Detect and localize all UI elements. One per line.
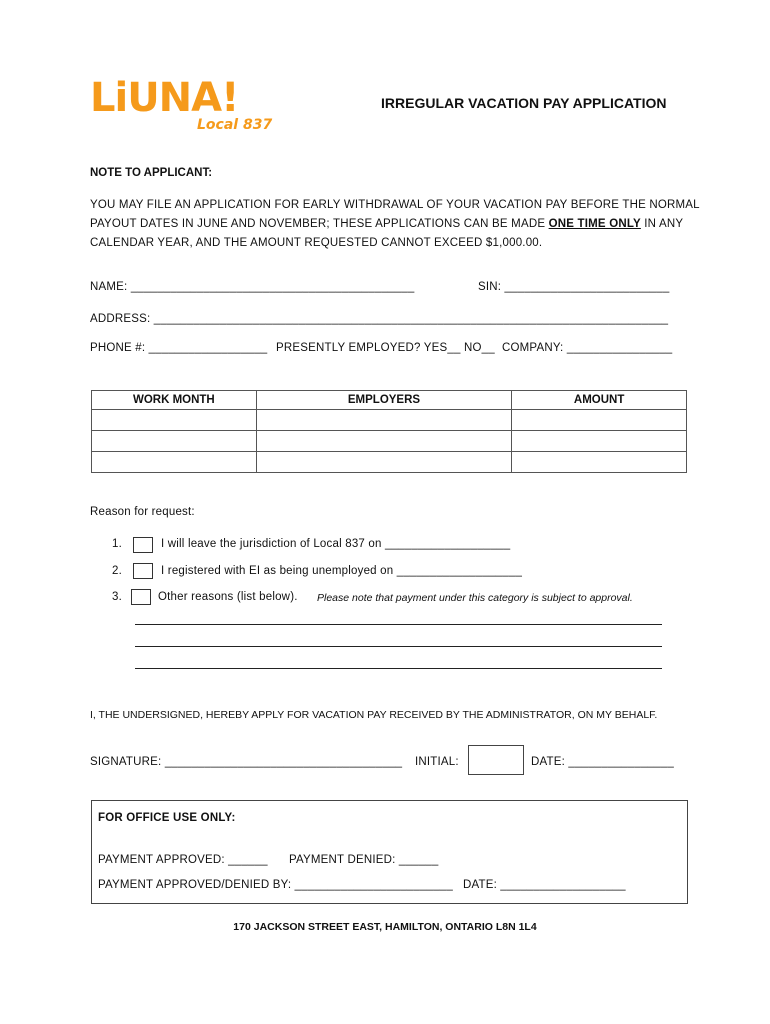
- col-work-month: WORK MONTH: [92, 391, 257, 410]
- office-date-field[interactable]: DATE: ___________________: [463, 879, 626, 891]
- office-heading: FOR OFFICE USE ONLY:: [98, 812, 236, 824]
- reason-text-2: I registered with EI as being unemployed on ___________________: [161, 565, 523, 577]
- table-cell[interactable]: [512, 431, 687, 452]
- name-field[interactable]: NAME: ___________________________________________: [90, 281, 415, 293]
- signature-field[interactable]: SIGNATURE: ____________________________________: [90, 756, 403, 768]
- note-text-1: YOU MAY FILE AN APPLICATION FOR EARLY WITHDRAWAL OF YOUR VACATION PAY BEFORE THE NORMAL PAYOUT DATES IN JUNE AND NOVEMBER; THESE APPLICATIONS CAN BE MADE: [90, 199, 700, 230]
- table-cell[interactable]: [256, 431, 512, 452]
- table-cell[interactable]: [512, 410, 687, 431]
- table-row: [92, 410, 687, 431]
- logo-local-label: Local 837: [197, 117, 273, 133]
- table-cell[interactable]: [256, 452, 512, 473]
- employed-field[interactable]: PRESENTLY EMPLOYED? YES__ NO__: [276, 342, 495, 354]
- approved-by-field[interactable]: PAYMENT APPROVED/DENIED BY: ________________________: [98, 879, 453, 891]
- note-body: [90, 196, 700, 253]
- table-row: [92, 431, 687, 452]
- company-field[interactable]: COMPANY: ________________: [502, 342, 673, 354]
- work-table: [91, 390, 687, 473]
- reason-text-1: I will leave the jurisdiction of Local 837 on ___________________: [161, 538, 511, 550]
- approval-note: Please note that payment under this category is subject to approval.: [317, 592, 633, 604]
- note-heading: NOTE TO APPLICANT:: [90, 167, 213, 179]
- footer-address: 170 JACKSON STREET EAST, HAMILTON, ONTARIO L8N 1L4: [233, 921, 537, 933]
- initial-label: INITIAL:: [415, 756, 459, 768]
- other-reason-line-2[interactable]: [135, 646, 662, 647]
- col-amount: AMOUNT: [512, 391, 687, 410]
- note-emphasis: ONE TIME ONLY: [548, 218, 641, 230]
- phone-field[interactable]: PHONE #: __________________: [90, 342, 268, 354]
- date-field[interactable]: DATE: ________________: [531, 756, 674, 768]
- table-cell[interactable]: [92, 452, 257, 473]
- reason-checkbox-1[interactable]: [133, 537, 153, 553]
- note-text-2: IN ANY CALENDAR YEAR, AND THE AMOUNT REQUESTED CANNOT EXCEED $1,000.00.: [90, 218, 683, 249]
- reason-checkbox-3[interactable]: [131, 589, 151, 605]
- table-cell[interactable]: [92, 410, 257, 431]
- payment-denied-field[interactable]: PAYMENT DENIED: ______: [289, 854, 439, 866]
- payment-approved-field[interactable]: PAYMENT APPROVED: ______: [98, 854, 268, 866]
- reason-heading: Reason for request:: [90, 506, 195, 518]
- other-reason-line-3[interactable]: [135, 668, 662, 669]
- initial-box[interactable]: [468, 745, 524, 775]
- col-employers: EMPLOYERS: [256, 391, 512, 410]
- sin-field[interactable]: SIN: _________________________: [478, 281, 670, 293]
- reason-text-3: Other reasons (list below).: [158, 591, 298, 603]
- reason-number-1: 1.: [112, 538, 122, 550]
- table-cell[interactable]: [92, 431, 257, 452]
- other-reason-line-1[interactable]: [135, 624, 662, 625]
- page-title: IRREGULAR VACATION PAY APPLICATION: [381, 95, 667, 111]
- table-row: [92, 452, 687, 473]
- liuna-logo: LiUNA!: [90, 75, 239, 121]
- table-cell[interactable]: [256, 410, 512, 431]
- table-cell[interactable]: [512, 452, 687, 473]
- address-field[interactable]: ADDRESS: ______________________________________________________________________________: [90, 313, 669, 325]
- declaration-text: I, THE UNDERSIGNED, HEREBY APPLY FOR VACATION PAY RECEIVED BY THE ADMINISTRATOR, ON MY BEHALF.: [90, 709, 658, 721]
- reason-checkbox-2[interactable]: [133, 563, 153, 579]
- reason-number-3: 3.: [112, 591, 122, 603]
- reason-number-2: 2.: [112, 565, 122, 577]
